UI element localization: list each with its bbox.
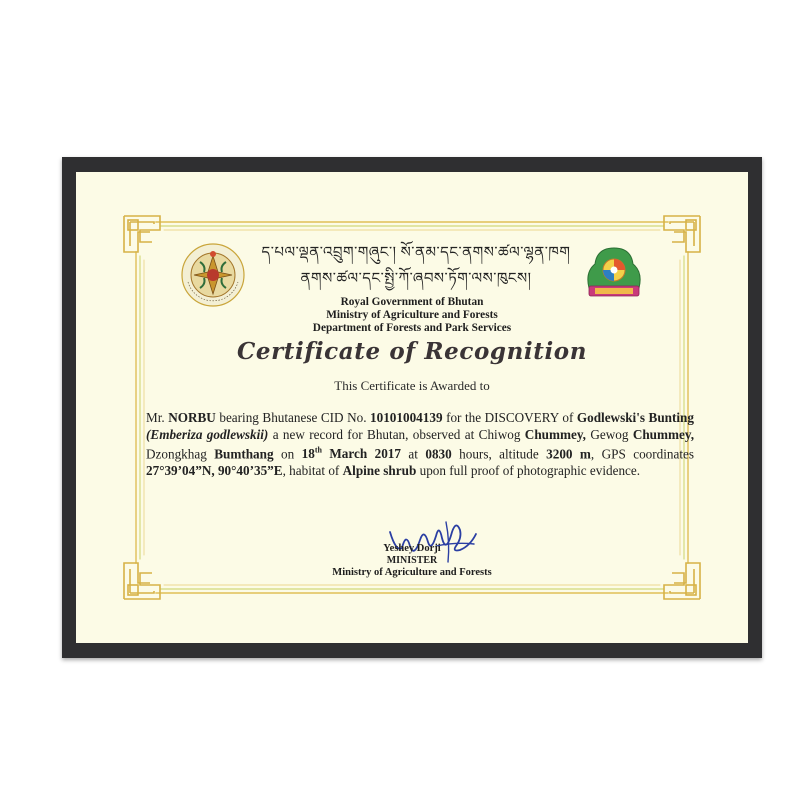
species-latin-name: (Emberiza godlewskii) [146,426,269,442]
dzongkha-heading-line-1: ད་པལ་ལྡན་འབྲུག་གཞུང་། སོ་ནམ་དང་ནགས་ཚལ་ལྷན་ཁག [261,245,571,261]
gps-coordinates: 27°39’04”N, 90°40’35”E [146,462,283,478]
body-text: at [401,446,426,462]
observation-time: 0830 [425,446,452,462]
dzongkha-heading-line-2: ནགས་ཚལ་དང་སྤྱི་ཀོ་ཞབས་ཏོག་ལས་ཁུངས། [300,271,532,287]
certificate-title: Certificate of Recognition [236,338,588,365]
habitat: Alpine shrub [342,462,417,478]
body-text: Mr. [146,410,169,425]
department-logo-icon [581,242,647,300]
body-text: a new record for Bhutan, observed at Chiwog [268,426,525,442]
body-text: hours, altitude [451,446,547,462]
awarded-to-line: This Certificate is Awarded to [334,378,490,393]
ministry-name: Ministry of Agriculture and Forests [332,567,492,578]
body-text: bearing Bhutanese CID No. [215,410,371,425]
observation-date [302,446,401,461]
minister-title: MINISTER [386,555,438,566]
org-ministry: Ministry of Agriculture and Forests [326,309,498,321]
certificate-body [146,410,694,479]
recipient-name: NORBU [168,410,216,425]
org-department: Department of Forests and Park Services [312,322,512,334]
chiwog-name: Chummey, [524,426,586,442]
date-ordinal: th [314,446,322,455]
body-text: on [273,446,302,462]
minister-name: Yeshey Dorji [383,543,441,554]
body-text: , GPS coordinates [590,446,695,462]
body-text: for the DISCOVERY of [442,410,577,425]
body-text: , habitat of [282,462,343,478]
org-royal-government: Royal Government of Bhutan [340,296,484,308]
species-common-name: Godlewski's Bunting [576,410,694,425]
certificate-paper [76,172,748,643]
cid-number: 10101004139 [370,410,443,425]
body-text: upon full proof of photographic evidence. [416,462,641,478]
altitude: 3200 m [546,446,591,462]
dzongkhag-name: Bumthang [214,446,274,462]
body-text: Dzongkhag [146,446,215,462]
gewog-name: Chummey, [632,426,694,442]
date-month-year: March 2017 [321,446,401,462]
body-text: Gewog [585,426,633,442]
date-day: 18 [301,446,315,462]
